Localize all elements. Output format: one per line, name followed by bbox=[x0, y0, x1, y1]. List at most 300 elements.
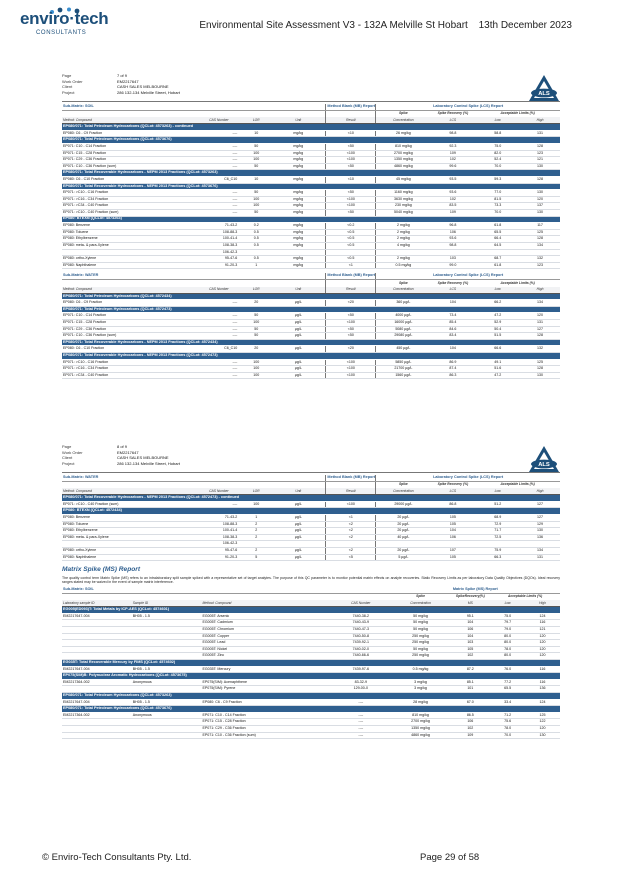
meta-key: Page bbox=[62, 73, 72, 78]
table-cell: 99.0 bbox=[430, 262, 475, 269]
table-cell: 75.9 bbox=[475, 548, 520, 555]
table-row bbox=[62, 313, 560, 320]
meta-row bbox=[62, 462, 262, 467]
table-cell: 87.4 bbox=[430, 366, 475, 373]
table-cell: 120 bbox=[525, 633, 560, 640]
table-cell bbox=[132, 719, 202, 726]
table-cell: 100 bbox=[241, 359, 271, 366]
table-cell: 79.7 bbox=[490, 620, 525, 627]
table-cell: EP071: C15 - C28 Fraction bbox=[201, 719, 330, 726]
table-cell: 99.6 bbox=[430, 163, 475, 170]
table-row bbox=[62, 144, 560, 151]
table-cell: 1350 mg/kg bbox=[376, 157, 431, 164]
table-cell: µg/L bbox=[271, 548, 326, 555]
acceptable-limits-header: Acceptable Limits (%) bbox=[500, 482, 535, 487]
sub-matrix-label: Sub-Matrix: WATER bbox=[62, 475, 326, 482]
table-cell: 105 bbox=[450, 646, 490, 653]
table-cell: 83.5 bbox=[430, 203, 475, 210]
table-cell: 3 mg/kg bbox=[391, 686, 451, 693]
table-cell: 120 bbox=[525, 725, 560, 732]
column-header: LCS bbox=[430, 488, 475, 495]
table-cell: mg/kg bbox=[271, 177, 326, 184]
table-cell: 50 mg/kg bbox=[391, 627, 451, 634]
table-cell: EP080: C6 - C9 Fraction bbox=[201, 699, 330, 706]
table-cell: 105 bbox=[430, 515, 475, 522]
table-cell: <2 bbox=[326, 528, 376, 535]
table-cell: 2 mg/kg bbox=[376, 223, 431, 230]
table-cell: EG035T: Mercury bbox=[201, 666, 330, 673]
table-cell: ---- bbox=[196, 130, 241, 137]
column-header-row bbox=[62, 488, 560, 495]
table-cell: 128 bbox=[520, 236, 560, 243]
table-cell: ---- bbox=[331, 699, 391, 706]
table-cell bbox=[271, 249, 326, 256]
table-cell: 100-41-4 bbox=[196, 236, 241, 243]
table-cell: EG005T: Arsenic bbox=[201, 613, 330, 620]
spike-recovery-header: Spike Recovery (%) bbox=[437, 482, 469, 487]
table-cell: 127 bbox=[520, 326, 560, 333]
table-cell: 49.1 bbox=[475, 359, 520, 366]
table-row bbox=[62, 712, 560, 719]
column-header: LOR bbox=[241, 287, 271, 294]
meta-key: Page bbox=[62, 444, 72, 449]
table-cell: 50 bbox=[241, 144, 271, 151]
table-cell bbox=[430, 249, 475, 256]
table-cell: 71.7 bbox=[475, 528, 520, 535]
column-header: Result bbox=[326, 117, 376, 124]
table-cell: µg/L bbox=[271, 320, 326, 327]
table-cell: 70.0 bbox=[490, 732, 525, 739]
table-cell: 29080 µg/L bbox=[376, 333, 431, 340]
table-cell: <10 bbox=[326, 130, 376, 137]
table-cell: <100 bbox=[326, 372, 376, 379]
table-cell: EP071: >C10 - C40 Fraction (sum) bbox=[62, 501, 196, 508]
table-cell: 82.0 bbox=[475, 150, 520, 157]
table-cell: 80.0 bbox=[490, 633, 525, 640]
table-cell: 121 bbox=[525, 627, 560, 634]
table-cell: 106 bbox=[450, 627, 490, 634]
table-cell: 5 bbox=[241, 554, 271, 561]
table-cell bbox=[326, 541, 376, 548]
table-cell bbox=[132, 653, 202, 660]
acceptable-limits-header: Acceptable Limits (%) bbox=[500, 280, 535, 285]
column-header: Result bbox=[326, 287, 376, 294]
table-cell: 103 bbox=[430, 256, 475, 263]
table-cell: 7440-43-9 bbox=[331, 620, 391, 627]
footer-page-number: Page 29 of 58 bbox=[420, 852, 480, 863]
table-cell: EP080: ortho-Xylene bbox=[62, 548, 196, 555]
table-cell: mg/kg bbox=[271, 163, 326, 170]
table-cell: µg/L bbox=[271, 326, 326, 333]
lcs-soil-table bbox=[62, 104, 560, 269]
table-row bbox=[62, 210, 560, 217]
report-page-8 bbox=[62, 443, 560, 739]
table-cell: EP071: C15 - C28 Fraction bbox=[62, 150, 196, 157]
meta-divider bbox=[62, 472, 560, 473]
column-header: Result bbox=[326, 488, 376, 495]
table-row bbox=[62, 320, 560, 327]
table-cell: 80.0 bbox=[490, 640, 525, 647]
section-title: EG035T: Total Recoverable Mercury by FIMS (QCLot: 4574602) bbox=[62, 660, 560, 667]
table-cell: <100 bbox=[326, 203, 376, 210]
table-cell: µg/L bbox=[271, 359, 326, 366]
table-cell: 127 bbox=[520, 515, 560, 522]
table-cell: 10 bbox=[241, 177, 271, 184]
table-cell bbox=[132, 640, 202, 647]
table-cell: 75.0 bbox=[475, 144, 520, 151]
table-cell: C6_C10 bbox=[196, 346, 241, 353]
table-cell: ---- bbox=[196, 501, 241, 508]
table-cell: ---- bbox=[196, 163, 241, 170]
table-row bbox=[62, 646, 560, 653]
table-cell: <0.5 bbox=[326, 256, 376, 263]
section-header-row bbox=[62, 607, 560, 614]
section-header-row bbox=[62, 693, 560, 700]
footer-copyright: © Enviro-Tech Consultants Pty. Ltd. bbox=[42, 852, 192, 863]
section-header-row bbox=[62, 170, 560, 177]
table-cell: 250 mg/kg bbox=[391, 640, 451, 647]
table-cell: ---- bbox=[196, 333, 241, 340]
table-cell: 116 bbox=[525, 620, 560, 627]
section-header-row bbox=[62, 339, 560, 346]
table-cell: 98.8 bbox=[430, 130, 475, 137]
table-cell: 123 bbox=[520, 150, 560, 157]
table-cell: 2 mg/kg bbox=[376, 229, 431, 236]
table-cell: <0.2 bbox=[326, 223, 376, 230]
table-row bbox=[62, 620, 560, 627]
table-cell: 117 bbox=[520, 223, 560, 230]
table-cell: 0.5 bbox=[241, 229, 271, 236]
table-cell: 73.3 bbox=[475, 203, 520, 210]
table-cell: EG005T: Chromium bbox=[201, 627, 330, 634]
table-cell: EP071: >C16 - C34 Fraction bbox=[62, 366, 196, 373]
table-cell: mg/kg bbox=[271, 262, 326, 269]
table-row bbox=[62, 223, 560, 230]
table-cell: 7440-02-0 bbox=[331, 646, 391, 653]
table-cell: mg/kg bbox=[271, 157, 326, 164]
sub-matrix-row bbox=[62, 273, 560, 280]
column-header: Low bbox=[490, 600, 525, 607]
table-cell: 102 bbox=[450, 725, 490, 732]
table-cell: 5 µg/L bbox=[376, 554, 431, 561]
table-cell: EP080: C6 - C9 Fraction bbox=[62, 300, 196, 307]
table-cell: 93.6 bbox=[430, 190, 475, 197]
table-cell: 131 bbox=[520, 554, 560, 561]
table-cell: 66.3 bbox=[475, 554, 520, 561]
table-cell: 50 bbox=[241, 313, 271, 320]
table-cell bbox=[62, 249, 196, 256]
blank-cell bbox=[271, 111, 326, 118]
blank-cell bbox=[326, 111, 376, 118]
table-cell: 92.3 bbox=[430, 144, 475, 151]
meta-divider bbox=[62, 101, 560, 102]
table-cell: 16000 µg/L bbox=[376, 320, 431, 327]
table-cell: 250 mg/kg bbox=[391, 653, 451, 660]
table-cell: 3630 mg/kg bbox=[376, 196, 431, 203]
blank-cell bbox=[271, 280, 326, 287]
table-cell: 85.1 bbox=[450, 679, 490, 686]
table-cell: mg/kg bbox=[271, 223, 326, 230]
document-title: Environmental Site Assessment V3 - 132A Melville St Hobart bbox=[199, 20, 468, 31]
table-cell: 51.2 bbox=[475, 501, 520, 508]
table-cell: 96.8 bbox=[430, 223, 475, 230]
table-row bbox=[62, 725, 560, 732]
table-cell: 2 mg/kg bbox=[376, 236, 431, 243]
table-cell: 100-41-4 bbox=[196, 528, 241, 535]
table-cell: EG005T: Zinc bbox=[201, 653, 330, 660]
blank-cell bbox=[62, 594, 132, 601]
table-cell: EP071: C10 - C36 Fraction (sum) bbox=[62, 333, 196, 340]
table-cell: EP075(SIM): Acenaphthene bbox=[201, 679, 330, 686]
table-cell: 120 bbox=[520, 313, 560, 320]
table-cell: <5 bbox=[326, 554, 376, 561]
table-cell: µg/L bbox=[271, 521, 326, 528]
table-cell: EM2217647-004 bbox=[62, 666, 132, 673]
section-header-row bbox=[62, 183, 560, 190]
column-header: Low bbox=[475, 117, 520, 124]
meta-row bbox=[62, 445, 262, 450]
table-cell: 1 bbox=[241, 515, 271, 522]
table-cell: 125 bbox=[525, 712, 560, 719]
table-cell: 65.5 bbox=[490, 686, 525, 693]
method-blank-header: Method Blank (MB) Report bbox=[326, 104, 376, 111]
meta-key: Work Order bbox=[62, 449, 83, 455]
table-row bbox=[62, 366, 560, 373]
blank-cell bbox=[62, 280, 196, 287]
column-header: Method: Compound bbox=[201, 600, 330, 607]
table-cell: <2 bbox=[326, 534, 376, 541]
table-cell: <100 bbox=[326, 501, 376, 508]
table-cell: 70.0 bbox=[475, 210, 520, 217]
table-row bbox=[62, 640, 560, 647]
table-cell: C6_C10 bbox=[196, 177, 241, 184]
blank-cell bbox=[331, 594, 391, 601]
table-cell: EP080: Naphthalene bbox=[62, 262, 196, 269]
table-cell: 360 µg/L bbox=[376, 300, 431, 307]
column-header: CAS Number bbox=[331, 600, 391, 607]
table-cell: BH05 - 1.5 bbox=[132, 666, 202, 673]
table-row bbox=[62, 501, 560, 508]
table-row bbox=[62, 627, 560, 634]
ms-report-description: The quality control term Matrix Spike (MS) refers to an intralaboratory split sample spiked with a representative set of target analytes. The purpose of this QC parameter is to monitor potential matrix effects on analyte recoveries. Static Recovery Limits as per laboratory Data Quality Objectives (DQOs). Ideal recovery ranges stated may be waived in the event of sample matrix interference. bbox=[62, 575, 560, 585]
blank-cell bbox=[241, 482, 271, 489]
table-cell: 84.6 bbox=[430, 326, 475, 333]
table-cell: <50 bbox=[326, 313, 376, 320]
table-cell: EP075(SIM): Pyrene bbox=[201, 686, 330, 693]
table-cell: ---- bbox=[196, 372, 241, 379]
table-cell: 93.6 bbox=[430, 236, 475, 243]
section-title: EP080: BTEXN (QCLot: 4572434) bbox=[62, 508, 560, 515]
spike-recovery-header: Spike Recovery (%) bbox=[437, 111, 469, 116]
table-cell: 91-20-3 bbox=[196, 554, 241, 561]
table-cell: EP080: C6 - C10 Fraction bbox=[62, 177, 196, 184]
table-cell: 100 bbox=[241, 320, 271, 327]
column-header: Unit bbox=[271, 287, 326, 294]
column-header: Unit bbox=[271, 117, 326, 124]
table-cell: 71-43-2 bbox=[196, 223, 241, 230]
section-title: EP080/071: Total Petroleum Hydrocarbons (QCLot: 4572473) bbox=[62, 306, 560, 313]
table-cell: 0.2 bbox=[241, 223, 271, 230]
table-cell: ---- bbox=[331, 732, 391, 739]
table-cell: EP071: >C34 - C40 Fraction bbox=[62, 372, 196, 379]
table-cell: 77.2 bbox=[490, 679, 525, 686]
table-cell: 250 mg/kg bbox=[391, 633, 451, 640]
table-cell: ---- bbox=[331, 712, 391, 719]
column-header: LOR bbox=[241, 488, 271, 495]
meta-value: 7 of 9 bbox=[117, 73, 128, 78]
section-title: EG005(ED093)T: Total Metals by ICP-AES (QCLot: 4574601) bbox=[62, 607, 560, 614]
table-cell: EM2217364-002 bbox=[62, 712, 132, 719]
table-cell: 130 bbox=[520, 528, 560, 535]
table-cell: 72.9 bbox=[475, 521, 520, 528]
table-row bbox=[62, 633, 560, 640]
table-cell: 5080 µg/L bbox=[376, 326, 431, 333]
table-cell bbox=[271, 541, 326, 548]
table-cell: 7440-38-2 bbox=[331, 613, 391, 620]
blank-cell bbox=[271, 482, 326, 489]
table-cell: EG005T: Copper bbox=[201, 633, 330, 640]
table-cell: mg/kg bbox=[271, 256, 326, 263]
table-cell: 105 bbox=[430, 521, 475, 528]
table-cell: 71-43-2 bbox=[196, 515, 241, 522]
table-cell: 102 bbox=[430, 196, 475, 203]
column-header: CAS Number bbox=[196, 287, 241, 294]
table-cell: <50 bbox=[326, 163, 376, 170]
table-row bbox=[62, 262, 560, 269]
table-cell: 2 mg/kg bbox=[376, 256, 431, 263]
als-logo-icon bbox=[528, 445, 560, 473]
spike-header: Spike bbox=[398, 482, 408, 487]
table-cell: 2 bbox=[241, 521, 271, 528]
table-cell: <50 bbox=[326, 333, 376, 340]
table-cell: EP071: >C10 - C16 Fraction bbox=[62, 359, 196, 366]
table-cell: 129-00-0 bbox=[331, 686, 391, 693]
table-cell: 1350 mg/kg bbox=[391, 725, 451, 732]
table-cell: 3 mg/kg bbox=[391, 679, 451, 686]
table-cell: 4 mg/kg bbox=[376, 242, 431, 249]
table-cell: 78.0 bbox=[490, 646, 525, 653]
table-cell: 100 bbox=[241, 501, 271, 508]
table-cell: 134 bbox=[520, 548, 560, 555]
table-row bbox=[62, 256, 560, 263]
spike-header: Spike bbox=[398, 280, 408, 285]
table-row bbox=[62, 346, 560, 353]
table-cell: 71.2 bbox=[490, 712, 525, 719]
table-cell: 130 bbox=[520, 190, 560, 197]
column-header: Concentration bbox=[376, 117, 431, 124]
table-cell bbox=[62, 633, 132, 640]
column-header-row bbox=[62, 287, 560, 294]
table-cell: 50 bbox=[241, 333, 271, 340]
table-cell: 72.5 bbox=[475, 534, 520, 541]
table-cell: 134 bbox=[520, 300, 560, 307]
table-cell: <2 bbox=[326, 548, 376, 555]
column-header: High bbox=[525, 600, 560, 607]
table-cell: <0.5 bbox=[326, 242, 376, 249]
report-meta bbox=[62, 443, 560, 474]
als-logo-label: ALS bbox=[538, 91, 550, 97]
logo-name: enviro·tech bbox=[20, 9, 109, 28]
table-cell: µg/L bbox=[271, 346, 326, 353]
table-row bbox=[62, 541, 560, 548]
table-cell: 100 bbox=[241, 157, 271, 164]
table-cell: 95-47-6 bbox=[196, 256, 241, 263]
header-row bbox=[62, 482, 560, 489]
meta-value: EM2217647 bbox=[117, 449, 139, 455]
table-cell: ---- bbox=[196, 366, 241, 373]
table-cell: 131 bbox=[520, 320, 560, 327]
table-cell: 75.0 bbox=[490, 613, 525, 620]
table-cell: 0.5 bbox=[241, 236, 271, 243]
table-cell: EP080: Naphthalene bbox=[62, 554, 196, 561]
table-cell: ---- bbox=[196, 144, 241, 151]
table-cell: 50 bbox=[241, 163, 271, 170]
table-cell: mg/kg bbox=[271, 210, 326, 217]
table-cell: 45 mg/kg bbox=[376, 177, 431, 184]
section-header-row bbox=[62, 508, 560, 515]
table-cell: 2 bbox=[241, 548, 271, 555]
table-cell: 4860 mg/kg bbox=[391, 732, 451, 739]
table-cell: 108-88-3 bbox=[196, 229, 241, 236]
table-cell: 106-42-3 bbox=[196, 541, 241, 548]
table-cell: <100 bbox=[326, 366, 376, 373]
table-cell: 136 bbox=[525, 686, 560, 693]
table-cell: µg/L bbox=[271, 554, 326, 561]
table-cell bbox=[62, 627, 132, 634]
column-header: High bbox=[520, 117, 560, 124]
table-cell: 95.1 bbox=[450, 613, 490, 620]
table-cell: 61.8 bbox=[475, 262, 520, 269]
column-header: Laboratory sample ID bbox=[62, 600, 132, 607]
table-cell: 0.5 bbox=[241, 256, 271, 263]
column-header-row bbox=[62, 117, 560, 124]
column-header-row bbox=[62, 600, 560, 607]
table-cell: 120 bbox=[525, 653, 560, 660]
table-cell: 125 bbox=[520, 229, 560, 236]
blank-cell bbox=[241, 111, 271, 118]
table-cell: 127 bbox=[520, 501, 560, 508]
table-cell: mg/kg bbox=[271, 229, 326, 236]
report-meta bbox=[62, 72, 560, 103]
table-cell: <1 bbox=[326, 515, 376, 522]
table-cell: µg/L bbox=[271, 366, 326, 373]
table-cell: 120 bbox=[520, 196, 560, 203]
table-cell: 124 bbox=[525, 613, 560, 620]
table-cell: EP080: ortho-Xylene bbox=[62, 256, 196, 263]
table-cell: µg/L bbox=[271, 515, 326, 522]
table-cell bbox=[475, 249, 520, 256]
table-cell: 50 mg/kg bbox=[391, 646, 451, 653]
table-cell: 130 bbox=[520, 210, 560, 217]
table-cell bbox=[241, 541, 271, 548]
table-cell: 10 bbox=[241, 130, 271, 137]
table-cell: BH05 - 1.5 bbox=[132, 613, 202, 620]
section-title: EP080/071: Total Petroleum Hydrocarbons (QCLot: 4573676) bbox=[62, 137, 560, 144]
table-cell: 0.5 mg/kg bbox=[376, 262, 431, 269]
table-cell: Anonymous bbox=[132, 679, 202, 686]
table-cell: 79.0 bbox=[490, 627, 525, 634]
table-cell: 0.5 bbox=[241, 242, 271, 249]
table-cell: 123 bbox=[520, 262, 560, 269]
table-cell: 128 bbox=[520, 144, 560, 151]
table-cell: 121 bbox=[520, 157, 560, 164]
table-cell: 58.8 bbox=[475, 130, 520, 137]
table-cell: mg/kg bbox=[271, 242, 326, 249]
section-title: EP080: BTEXN (QCLot: 4573263) bbox=[62, 216, 560, 223]
table-cell: 61.8 bbox=[475, 223, 520, 230]
table-cell: EP071: >C34 - C40 Fraction bbox=[62, 203, 196, 210]
table-cell: 104 bbox=[450, 633, 490, 640]
